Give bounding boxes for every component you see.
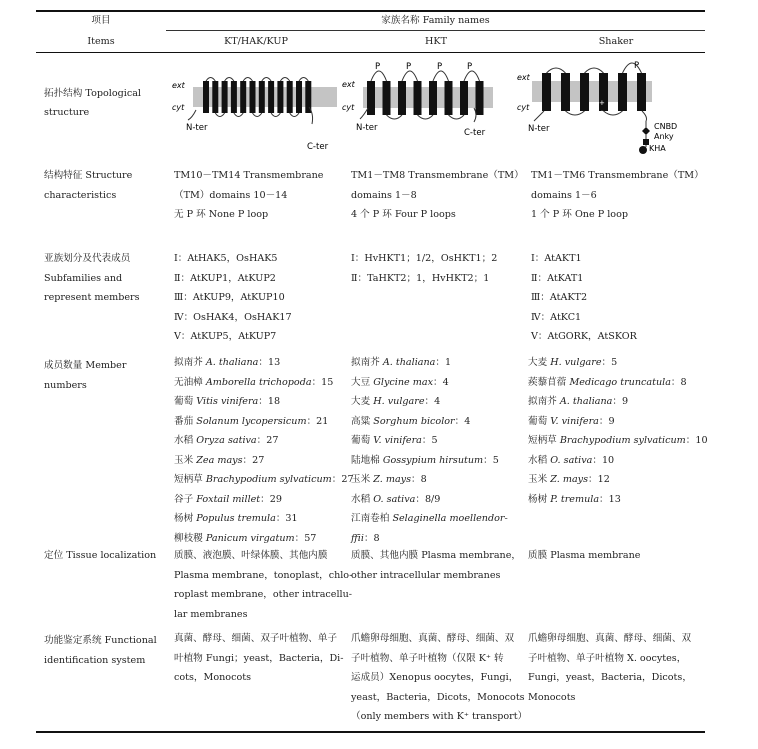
subfamilies-shaker (531, 249, 637, 347)
functional-line: yeast，Bacteria，Dicots，Monocots (351, 691, 525, 703)
subfamily-item: Ⅴ：AtGORK，AtSKOR (531, 331, 637, 342)
tissue-line: Plasma membrane，tonoplast，chlo- (174, 569, 353, 581)
member-row: 水稻 O. sativa：10 (528, 454, 615, 466)
subfamily-item: Ⅰ：AtHAK5，OsHAK5 (174, 253, 278, 264)
member-row: 葡萄 V. vinifera：9 (528, 415, 615, 427)
transmembrane-segment (268, 81, 274, 113)
member-row: 拟南芥 A. thaliana：9 (528, 396, 629, 407)
structure-hkt (351, 166, 524, 225)
transmembrane-segment (296, 81, 302, 113)
transmembrane-segment (561, 73, 570, 111)
member-row: ffii：8 (351, 532, 380, 544)
member-row: 水稻 Oryza sativa：27 (174, 435, 279, 446)
svg-text:P: P (406, 62, 412, 72)
item-header-en: Items (87, 36, 115, 47)
svg-text:P: P (375, 62, 381, 72)
svg-text:Anky: Anky (654, 132, 674, 141)
transmembrane-segment (367, 81, 375, 115)
subfamily-item: Ⅲ：AtKUP9，AtKUP10 (174, 292, 285, 303)
svg-text:+: + (599, 119, 605, 127)
structure-hkt-line: 4 个 P 环 Four P loops (351, 209, 456, 220)
tissue-hkt (351, 546, 521, 585)
member-row: 杨树 P. tremula：13 (528, 493, 621, 505)
svg-text:cyt: cyt (172, 103, 185, 112)
topology-diagram-hkt (342, 55, 526, 160)
svg-text:C-ter: C-ter (464, 128, 486, 138)
transmembrane-segment (240, 81, 246, 113)
subfamily-item: Ⅱ：AtKAT1 (531, 272, 584, 284)
label-subfamily: 亚族划分及代表成员 Subfamilies and represent members (44, 253, 140, 303)
transmembrane-segment (460, 81, 468, 115)
tissue-line: roplast membrane，other intracellu- (174, 589, 353, 600)
svg-text:CNBD: CNBD (654, 122, 678, 131)
transmembrane-segment (287, 81, 293, 113)
label-tissue: 定位 Tissue localization (44, 550, 157, 561)
member-row: 玉米 Z. mays：12 (528, 474, 610, 485)
members-hkt (351, 353, 508, 548)
member-row: 高粱 Sorghum bicolor：4 (351, 415, 471, 427)
label-functional: 功能鉴定系统 Functional identification system (44, 635, 157, 666)
transmembrane-segment (277, 81, 283, 113)
member-row: 大豆 Glycine max：4 (351, 376, 449, 388)
svg-text:P: P (634, 61, 640, 71)
functional-line: Monocots (528, 691, 576, 703)
members-shaker (528, 353, 708, 509)
transmembrane-segment (203, 81, 209, 113)
member-row: 短柄草 Brachypodium sylvaticum：10 (528, 435, 708, 446)
structure-hkt-line: TM1－TM8 Transmembrane（TM） (351, 170, 524, 181)
member-row: 葡萄 Vitis vinifera：18 (174, 396, 281, 407)
member-row: 大麦 H. vulgare：5 (528, 357, 618, 368)
svg-text:ext: ext (172, 81, 185, 90)
member-row: 拟南芥 A. thaliana：13 (174, 357, 281, 368)
subfamily-item: Ⅴ：AtKUP5，AtKUP7 (174, 331, 277, 342)
tissue-line: other intracellular membranes (351, 569, 501, 581)
transmembrane-segment (429, 81, 437, 115)
family-shaker: Shaker (598, 36, 634, 47)
member-row: 柳枝稷 Panicum virgatum：57 (174, 532, 317, 544)
subfamily-item: Ⅱ：TaHKT2；1，HvHKT2；1 (351, 272, 490, 284)
functional-line: 运成员）Xenopus oocytes，Fungi， (351, 672, 519, 683)
svg-text:cyt: cyt (342, 103, 355, 112)
tissue-shaker (528, 546, 640, 566)
transmembrane-segment (305, 81, 311, 113)
top-rule (36, 10, 705, 12)
transmembrane-segment (580, 73, 589, 111)
member-row: 蒺藜苜蓿 Medicago truncatula：8 (528, 376, 687, 388)
member-row: 杨树 Populus tremula：31 (174, 513, 298, 524)
family-hkt: HKT (425, 36, 447, 47)
member-row: 大麦 H. vulgare：4 (351, 396, 441, 407)
functional-kt (174, 629, 343, 688)
label-topology: 拓扑结构 Topological structure (44, 88, 141, 118)
member-row: 玉米 Z. mays：8 (351, 474, 427, 485)
structure-shaker (531, 166, 704, 225)
functional-line: 子叶植物、单子叶植物 X. oocytes， (528, 652, 687, 664)
subfamily-item: Ⅰ：AtAKT1 (531, 253, 582, 264)
transmembrane-segment (637, 73, 646, 111)
tissue-line: 质膜、液泡膜、叶绿体膜、其他内膜 (174, 550, 328, 561)
svg-text:cyt: cyt (517, 103, 530, 112)
structure-kt-line: 无 P 环 None P loop (174, 209, 269, 220)
subfamily-item: Ⅲ：AtAKT2 (531, 292, 588, 303)
members-kt (174, 353, 354, 548)
tissue-line: lar membranes (174, 608, 248, 620)
family-underline (166, 30, 705, 31)
svg-text:ext: ext (517, 73, 530, 82)
svg-text:C-ter: C-ter (307, 142, 329, 152)
transmembrane-segment (259, 81, 265, 113)
label-members: 成员数量 Member numbers (44, 360, 127, 391)
subfamily-item: Ⅳ：OsHAK4，OsHAK17 (174, 311, 292, 323)
svg-text:N-ter: N-ter (356, 123, 378, 133)
svg-text:ext: ext (342, 80, 355, 89)
transmembrane-segment (618, 73, 627, 111)
transmembrane-segment (231, 81, 237, 113)
svg-text:N-ter: N-ter (186, 123, 208, 133)
structure-shaker-line: domains 1－6 (531, 189, 597, 201)
transmembrane-segment (250, 81, 256, 113)
member-row: 无油樟 Amborella trichopoda：15 (174, 376, 334, 388)
structure-shaker-line: TM1－TM6 Transmembrane（TM） (531, 170, 704, 181)
functional-hkt (351, 629, 527, 727)
member-row: 葡萄 V. vinifera：5 (351, 435, 438, 446)
item-header-cn: 项目 (91, 15, 111, 26)
functional-line: Fungi，yeast，Bacteria，Dicots， (528, 672, 692, 683)
tissue-kt (174, 546, 352, 624)
structure-hkt-line: domains 1－8 (351, 189, 417, 201)
svg-text:+: + (599, 99, 605, 107)
family-names-header: 家族名称 Family names (381, 15, 490, 26)
transmembrane-segment (414, 81, 422, 115)
transmembrane-segment (222, 81, 228, 113)
svg-text:N-ter: N-ter (528, 124, 550, 134)
subfamilies-hkt (351, 249, 497, 288)
member-row: 陆地棉 Gossypium hirsutum：5 (351, 454, 499, 466)
svg-text:P: P (437, 62, 443, 72)
member-row: 番茄 Solanum lycopersicum：21 (174, 415, 329, 427)
member-row: 拟南芥 A. thaliana：1 (351, 357, 452, 368)
label-structure: 结构特征 Structure characteristics (44, 170, 133, 201)
topology-diagram-kt (166, 60, 346, 160)
member-row: 水稻 O. sativa：8/9 (351, 493, 441, 505)
structure-kt-line: TM10－TM14 Transmembrane (174, 170, 324, 181)
family-kt-hak-kup: KT/HAK/KUP (224, 36, 288, 47)
subfamily-item: Ⅳ：AtKC1 (531, 311, 582, 323)
functional-shaker (528, 629, 692, 707)
topology-diagram-shaker (517, 55, 706, 160)
subfamilies-kt (174, 249, 292, 347)
transmembrane-segment (445, 81, 453, 115)
member-row: 谷子 Foxtail millet：29 (174, 493, 282, 505)
tissue-line: 质膜 Plasma membrane (528, 550, 641, 561)
functional-line: 叶植物 Fungi；yeast，Bacteria，Di- (174, 652, 344, 664)
functional-line: 爪蟾卵母细胞、真菌、酵母、细菌、双 (528, 633, 692, 644)
functional-line: （only members with K⁺ transport） (351, 711, 528, 722)
svg-text:+: + (599, 109, 605, 117)
transmembrane-segment (212, 81, 218, 113)
member-row: 江南卷柏 Selaginella moellendor- (351, 513, 508, 524)
functional-line: cots，Monocots (174, 672, 252, 683)
transmembrane-segment (398, 81, 406, 115)
bottom-rule (36, 731, 705, 733)
tissue-line: 质膜、其他内膜 Plasma membrane， (351, 550, 522, 561)
member-row: 短柄草 Brachypodium sylvaticum：27 (174, 474, 354, 485)
structure-kt (174, 166, 324, 225)
transmembrane-segment (383, 81, 391, 115)
functional-line: 爪蟾卵母细胞、真菌、酵母、细菌、双 (351, 633, 515, 644)
member-row: 玉米 Zea mays：27 (174, 454, 265, 466)
svg-text:KHA: KHA (649, 144, 666, 153)
functional-line: 子叶植物、单子叶植物（仅限 K⁺ 转 (351, 652, 504, 664)
structure-kt-line: （TM）domains 10－14 (174, 189, 288, 201)
svg-text:P: P (467, 62, 473, 72)
subfamily-item: Ⅱ：AtKUP1，AtKUP2 (174, 272, 276, 284)
header-bottom-rule (36, 52, 705, 53)
transmembrane-segment (476, 81, 484, 115)
subfamily-item: Ⅰ：HvHKT1；1/2，OsHKT1；2 (351, 253, 498, 264)
transmembrane-segment (542, 73, 551, 111)
structure-shaker-line: 1 个 P 环 One P loop (531, 209, 628, 220)
functional-line: 真菌、酵母、细菌、双子叶植物、单子 (174, 633, 338, 644)
